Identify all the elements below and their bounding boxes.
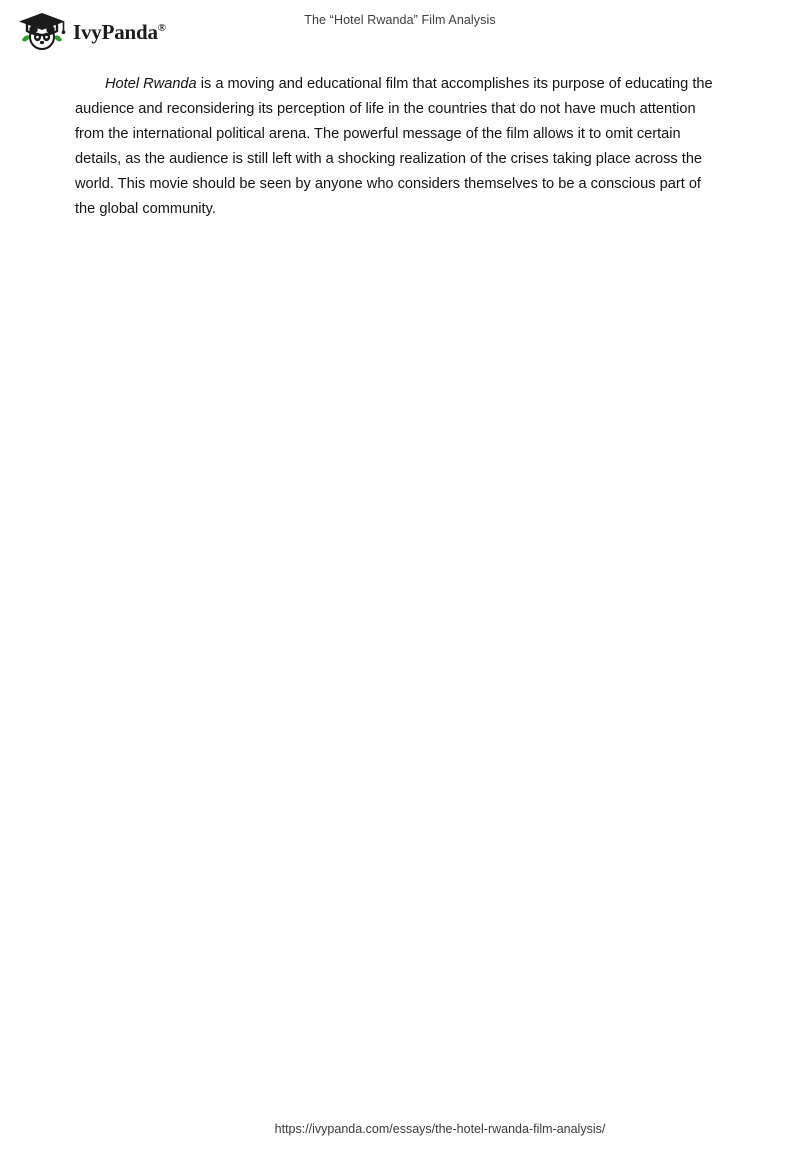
page-footer	[0, 1120, 800, 1138]
page-header	[0, 0, 800, 60]
page-title: The “Hotel Rwanda” Film Analysis	[304, 13, 496, 27]
registered-mark: ®	[157, 21, 166, 34]
paragraph-text: is a moving and educational film that accomplishes its purpose of educating the audience and reconsidering its perception of life in the countries that do not have much attention from the international political arena. The powerful message of the film allows it to omit certain details, as the audience is still left with a shocking realization of the crises taking place across the world. This movie should be seen by anyone who considers themselves to be a conscious part of the global community.	[75, 76, 713, 217]
source-url-link[interactable]: https://ivypanda.com/essays/the-hotel-rwanda-film-analysis/	[274, 1122, 606, 1136]
film-title-italic: Hotel Rwanda	[105, 76, 197, 92]
brand-name-text: IvyPanda	[73, 19, 158, 44]
document-body	[75, 72, 723, 222]
paragraph	[75, 72, 723, 222]
